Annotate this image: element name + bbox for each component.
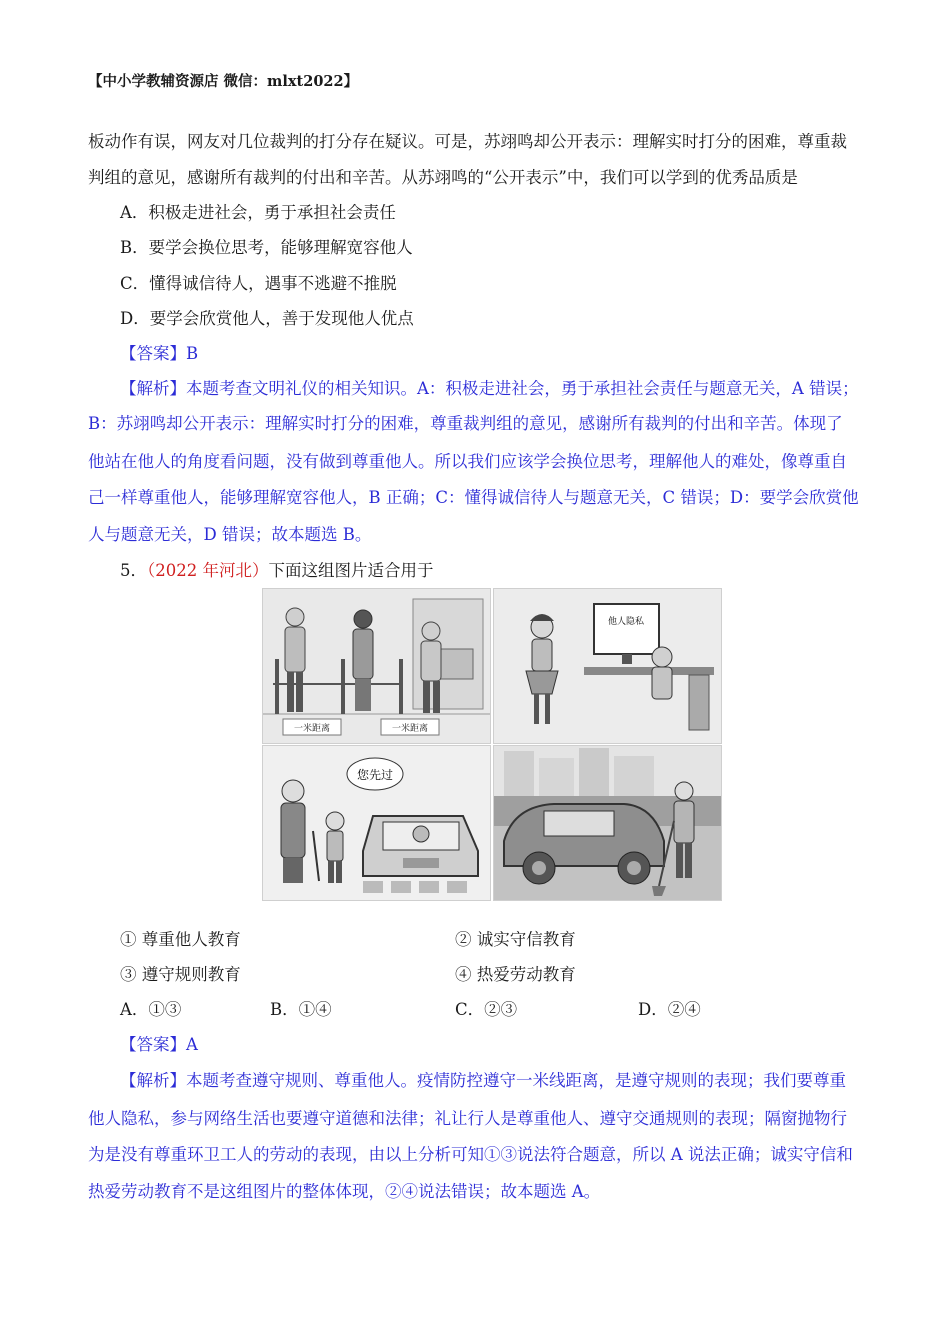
privacy-screen-label: 他人隐私 [607, 617, 645, 627]
image-panel-privacy [493, 588, 722, 744]
q5-analysis-line3: 为是没有尊重环卫工人的劳动的表现，由以上分析可知①③说法符合题意，所以 A 说法正确；诚实守信和 [88, 1145, 853, 1164]
q5-number: 5． [120, 561, 147, 580]
litter-illustration [494, 746, 721, 900]
q4-analysis-line2: B：苏翊鸣却公开表示：理解实时打分的困难，尊重裁判组的意见，感谢所有裁判的付出和辛苦。体现了 [88, 414, 843, 433]
crossing-illustration [263, 746, 490, 900]
privacy-illustration [494, 589, 721, 743]
image-panel-queue [262, 588, 491, 744]
q5-image-group [262, 588, 720, 900]
q5-option-b: B．①④ [270, 1000, 332, 1019]
q4-analysis-line4: 己一样尊重他人，能够理解宽容他人，B 正确；C：懂得诚信待人与题意无关，C 错误；D：要学会欣赏他 [88, 488, 859, 507]
q4-analysis-line1: 【解析】本题考查文明礼仪的相关知识。A：积极走进社会，勇于承担社会责任与题意无关，A 错误； [120, 379, 859, 398]
q5-statement-3: ③ 遵守规则教育 [120, 965, 241, 984]
q5-statement-4: ④ 热爱劳动教育 [455, 965, 576, 984]
queue-illustration [263, 589, 490, 743]
q5-option-d: D．②④ [638, 1000, 701, 1019]
q4-option-d: D．要学会欣赏他人，善于发现他人优点 [120, 309, 414, 328]
q4-stem-line2: 判组的意见，感谢所有裁判的付出和辛苦。从苏翊鸣的“公开表示”中，我们可以学到的优秀品质是 [88, 168, 798, 187]
q4-stem-line1: 板动作有误，网友对几位裁判的打分存在疑议。可是，苏翊鸣却公开表示：理解实时打分的困难，尊重裁 [88, 132, 847, 151]
distance-label-right: 一米距离 [391, 724, 429, 734]
q5-statement-1: ① 尊重他人教育 [120, 930, 241, 949]
q4-option-b: B．要学会换位思考，能够理解宽容他人 [120, 238, 413, 257]
q5-statement-2: ② 诚实守信教育 [455, 930, 576, 949]
q5-option-a: A．①③ [120, 1000, 182, 1019]
image-panel-crossing [262, 745, 491, 901]
q4-option-c: C．懂得诚信待人，遇事不逃避不推脱 [120, 274, 397, 293]
distance-label-left: 一米距离 [293, 724, 331, 734]
q5-analysis-line2: 他人隐私，参与网络生活也要遵守道德和法律；礼让行人是尊重他人、遵守交通规则的表现；隔窗抛物行 [88, 1109, 847, 1128]
image-panel-litter [493, 745, 722, 901]
q5-heading [120, 557, 434, 581]
q5-answer: 【答案】A [120, 1035, 198, 1054]
q5-analysis-line4: 热爱劳动教育不是这组图片的整体体现，②④说法错误；故本题选 A。 [88, 1182, 601, 1201]
q5-option-c: C．②③ [455, 1000, 518, 1019]
q4-analysis-line3: 他站在他人的角度看问题，没有做到尊重他人。所以我们应该学会换位思考，理解他人的难处，像尊重自 [88, 452, 847, 471]
speech-bubble-text: 您先过 [356, 768, 394, 782]
q5-analysis-line1: 【解析】本题考查遵守规则、尊重他人。疫情防控遵守一米线距离，是遵守规则的表现；我们要尊重 [120, 1071, 846, 1090]
page-header: 【中小学教辅资源店 微信：mlxt2022】 [88, 73, 359, 90]
q5-source: （2022 年河北） [147, 561, 269, 580]
q4-answer: 【答案】B [120, 344, 199, 363]
q4-option-a: A．积极走进社会，勇于承担社会责任 [120, 203, 396, 222]
q5-stem: 下面这组图片适合用于 [268, 561, 434, 580]
q4-analysis-line5: 人与题意无关，D 错误；故本题选 B。 [88, 525, 372, 544]
